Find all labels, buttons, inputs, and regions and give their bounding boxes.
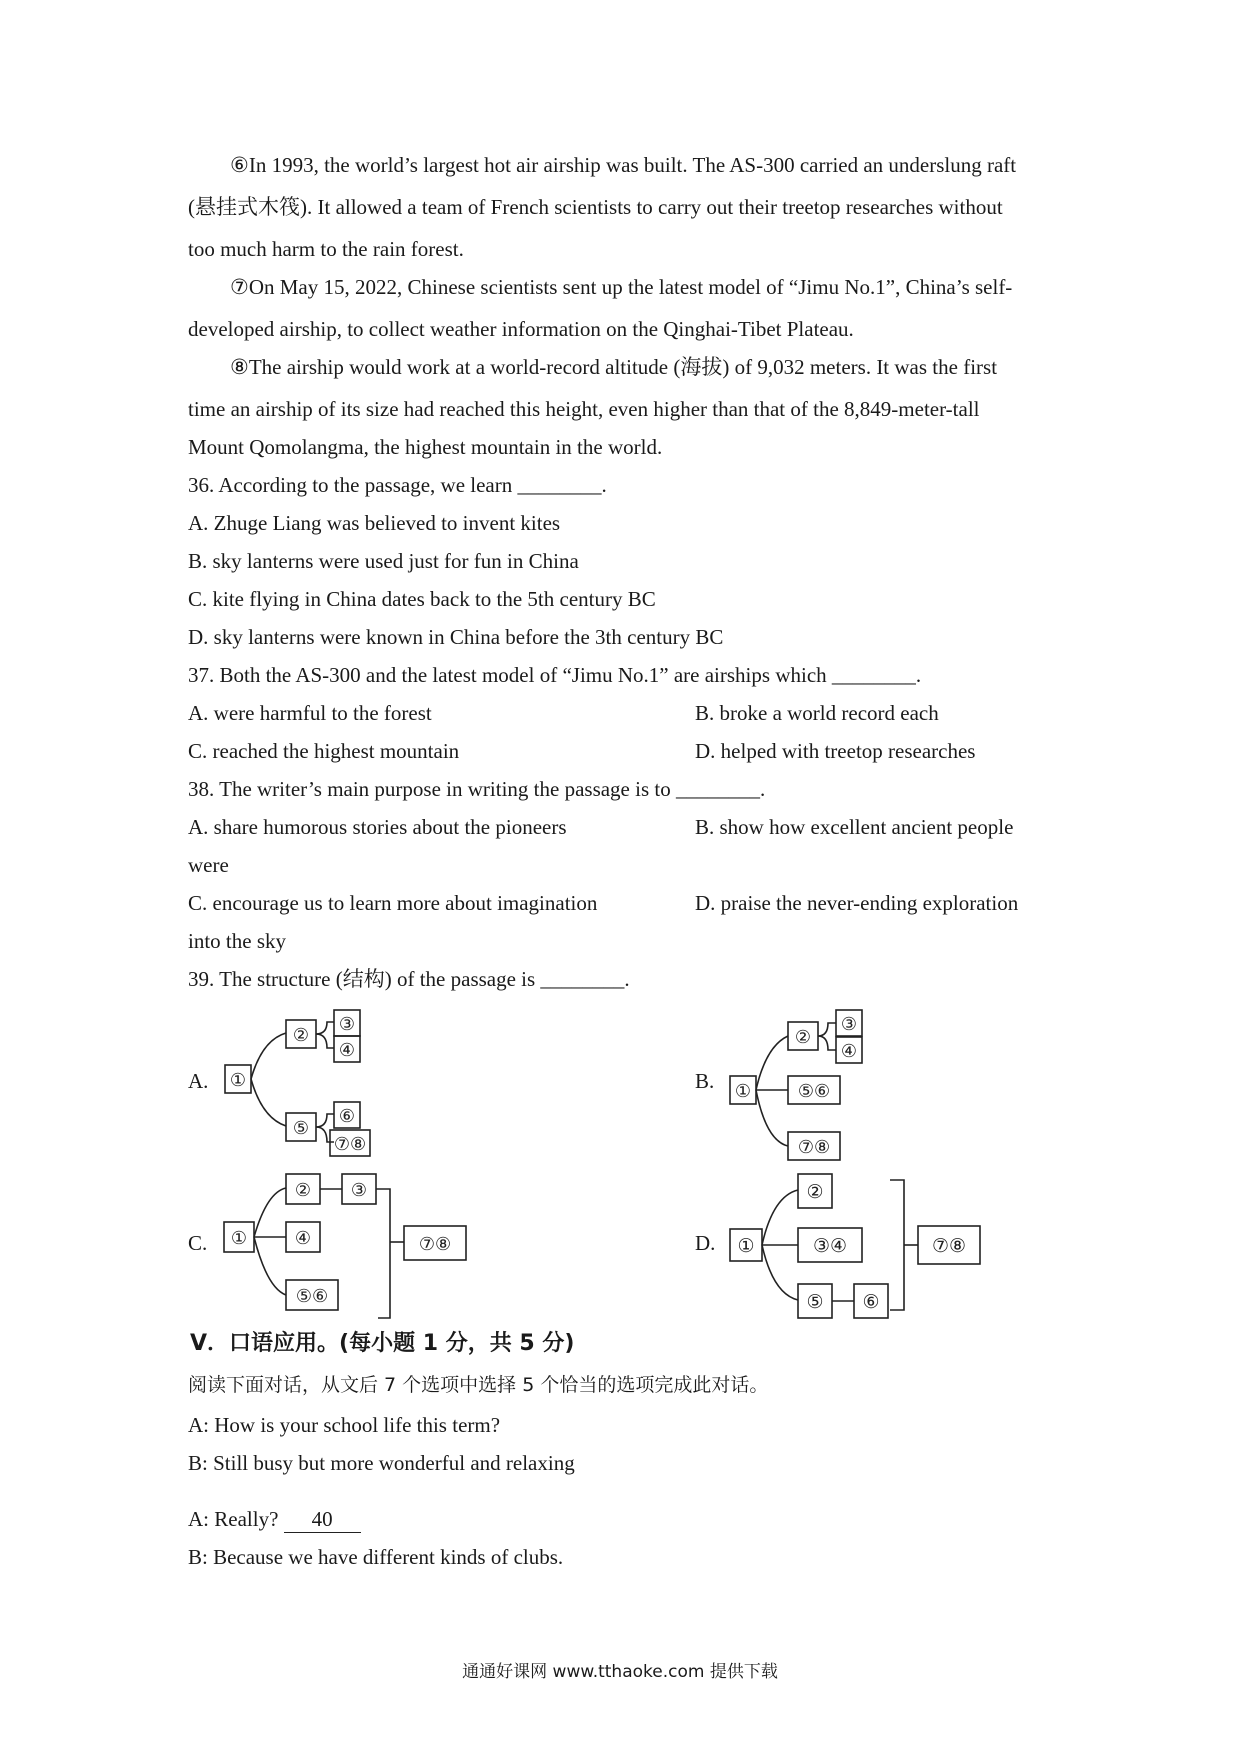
svg-text:③④: ③④ xyxy=(812,1235,848,1257)
passage-p6-line3: too much harm to the rain forest. xyxy=(188,237,464,261)
q38-option-b-line1: B. show how excellent ancient people xyxy=(695,815,1014,839)
answer-blank-40[interactable]: 40 xyxy=(284,1506,361,1533)
dialogue-line-3 xyxy=(188,1506,361,1533)
svg-text:⑦⑧: ⑦⑧ xyxy=(797,1137,831,1158)
svg-text:①: ① xyxy=(737,1235,755,1257)
passage-p8-line1: ⑧The airship would work at a world-record altitude (海拔) of 9,032 meters. It was the first xyxy=(230,355,998,379)
circled-6: ⑥ xyxy=(338,1106,356,1127)
q39-option-a-label: A. xyxy=(188,1069,209,1093)
circled-2: ② xyxy=(292,1025,310,1046)
svg-text:⑤⑥: ⑤⑥ xyxy=(797,1081,831,1102)
circled-78: ⑦⑧ xyxy=(333,1134,367,1155)
q39-stem: 39. The structure (结构) of the passage is ________. xyxy=(188,967,630,991)
q39-option-c-label: C. xyxy=(188,1231,208,1255)
circled-1: ① xyxy=(229,1070,247,1091)
passage-p6-line1: ⑥In 1993, the world’s largest hot air airship was built. The AS-300 carried an underslung raft xyxy=(230,153,1017,177)
svg-text:①: ① xyxy=(734,1081,752,1102)
circled-3: ③ xyxy=(338,1014,356,1035)
structure-diagram-b xyxy=(728,1006,888,1166)
circled-4: ④ xyxy=(338,1040,356,1061)
q36-option-d: D. sky lanterns were known in China before the 3th century BC xyxy=(188,625,724,649)
svg-text:⑤⑥: ⑤⑥ xyxy=(295,1286,329,1307)
svg-text:⑦⑧: ⑦⑧ xyxy=(418,1234,452,1255)
svg-text:②: ② xyxy=(806,1181,824,1203)
passage-p7-line2: developed airship, to collect weather information on the Qinghai-Tibet Plateau. xyxy=(188,317,854,341)
passage-p8-line3: Mount Qomolangma, the highest mountain in the world. xyxy=(188,435,663,459)
q38-option-a: A. share humorous stories about the pioneers xyxy=(188,815,567,839)
svg-text:②: ② xyxy=(294,1180,312,1201)
q38-option-c-line2: into the sky xyxy=(188,929,286,953)
q38-option-d: D. praise the never-ending exploration xyxy=(695,891,1019,915)
page-footer: 通通好课网 www.tthaoke.com 提供下载 xyxy=(462,1662,778,1682)
passage-p7-line1: ⑦On May 15, 2022, Chinese scientists sent up the latest model of “Jimu No.1”, China’s self- xyxy=(230,275,1013,299)
q37-option-d: D. helped with treetop researches xyxy=(695,739,976,763)
q39-option-d-label: D. xyxy=(695,1231,716,1255)
branch xyxy=(251,1079,286,1126)
dialogue-line-3-prefix: A: Really? xyxy=(188,1507,279,1531)
svg-text:④: ④ xyxy=(294,1228,312,1249)
dialogue-line-2: B: Still busy but more wonderful and relaxing xyxy=(188,1451,575,1475)
q38-option-b-line2: were xyxy=(188,853,229,877)
branch xyxy=(251,1033,286,1079)
passage-p6-line2: (悬挂式木筏). It allowed a team of French scientists to carry out their treetop researches without xyxy=(188,195,1003,219)
q37-stem: 37. Both the AS-300 and the latest model of “Jimu No.1” are airships which ________. xyxy=(188,663,922,687)
dialogue-line-4: B: Because we have different kinds of clubs. xyxy=(188,1545,564,1569)
passage-p8-line2: time an airship of its size had reached this height, even higher than that of the 8,849-meter-tall xyxy=(188,397,980,421)
q37-option-b: B. broke a world record each xyxy=(695,701,939,725)
structure-diagram-d xyxy=(728,1166,988,1326)
dialogue-line-1: A: How is your school life this term? xyxy=(188,1413,501,1437)
q38-stem: 38. The writer’s main purpose in writing the passage is to ________. xyxy=(188,777,766,801)
svg-text:⑤: ⑤ xyxy=(806,1291,824,1313)
q36-option-a: A. Zhuge Liang was believed to invent kites xyxy=(188,511,561,535)
structure-diagram-c xyxy=(222,1170,472,1325)
q39-option-b-label: B. xyxy=(695,1069,715,1093)
svg-text:⑦⑧: ⑦⑧ xyxy=(931,1235,967,1257)
svg-text:①: ① xyxy=(230,1228,248,1249)
q37-option-a: A. were harmful to the forest xyxy=(188,701,432,725)
q36-option-b: B. sky lanterns were used just for fun in China xyxy=(188,549,579,573)
circled-5: ⑤ xyxy=(292,1118,310,1139)
svg-text:②: ② xyxy=(794,1027,812,1048)
section-5-heading: V．口语应用。(每小题 1 分，共 5 分) xyxy=(190,1331,575,1356)
q38-option-c-line1: C. encourage us to learn more about imagination xyxy=(188,891,598,915)
svg-text:⑥: ⑥ xyxy=(862,1291,880,1313)
svg-text:③: ③ xyxy=(840,1014,858,1035)
svg-text:③: ③ xyxy=(350,1180,368,1201)
q37-option-c: C. reached the highest mountain xyxy=(188,739,460,763)
structure-diagram-a xyxy=(222,1008,382,1158)
q36-stem: 36. According to the passage, we learn ________. xyxy=(188,473,607,497)
svg-text:④: ④ xyxy=(840,1041,858,1062)
q36-option-c: C. kite flying in China dates back to the 5th century BC xyxy=(188,587,656,611)
section-5-instruction: 阅读下面对话，从文后 7 个选项中选择 5 个恰当的选项完成此对话。 xyxy=(188,1374,769,1396)
